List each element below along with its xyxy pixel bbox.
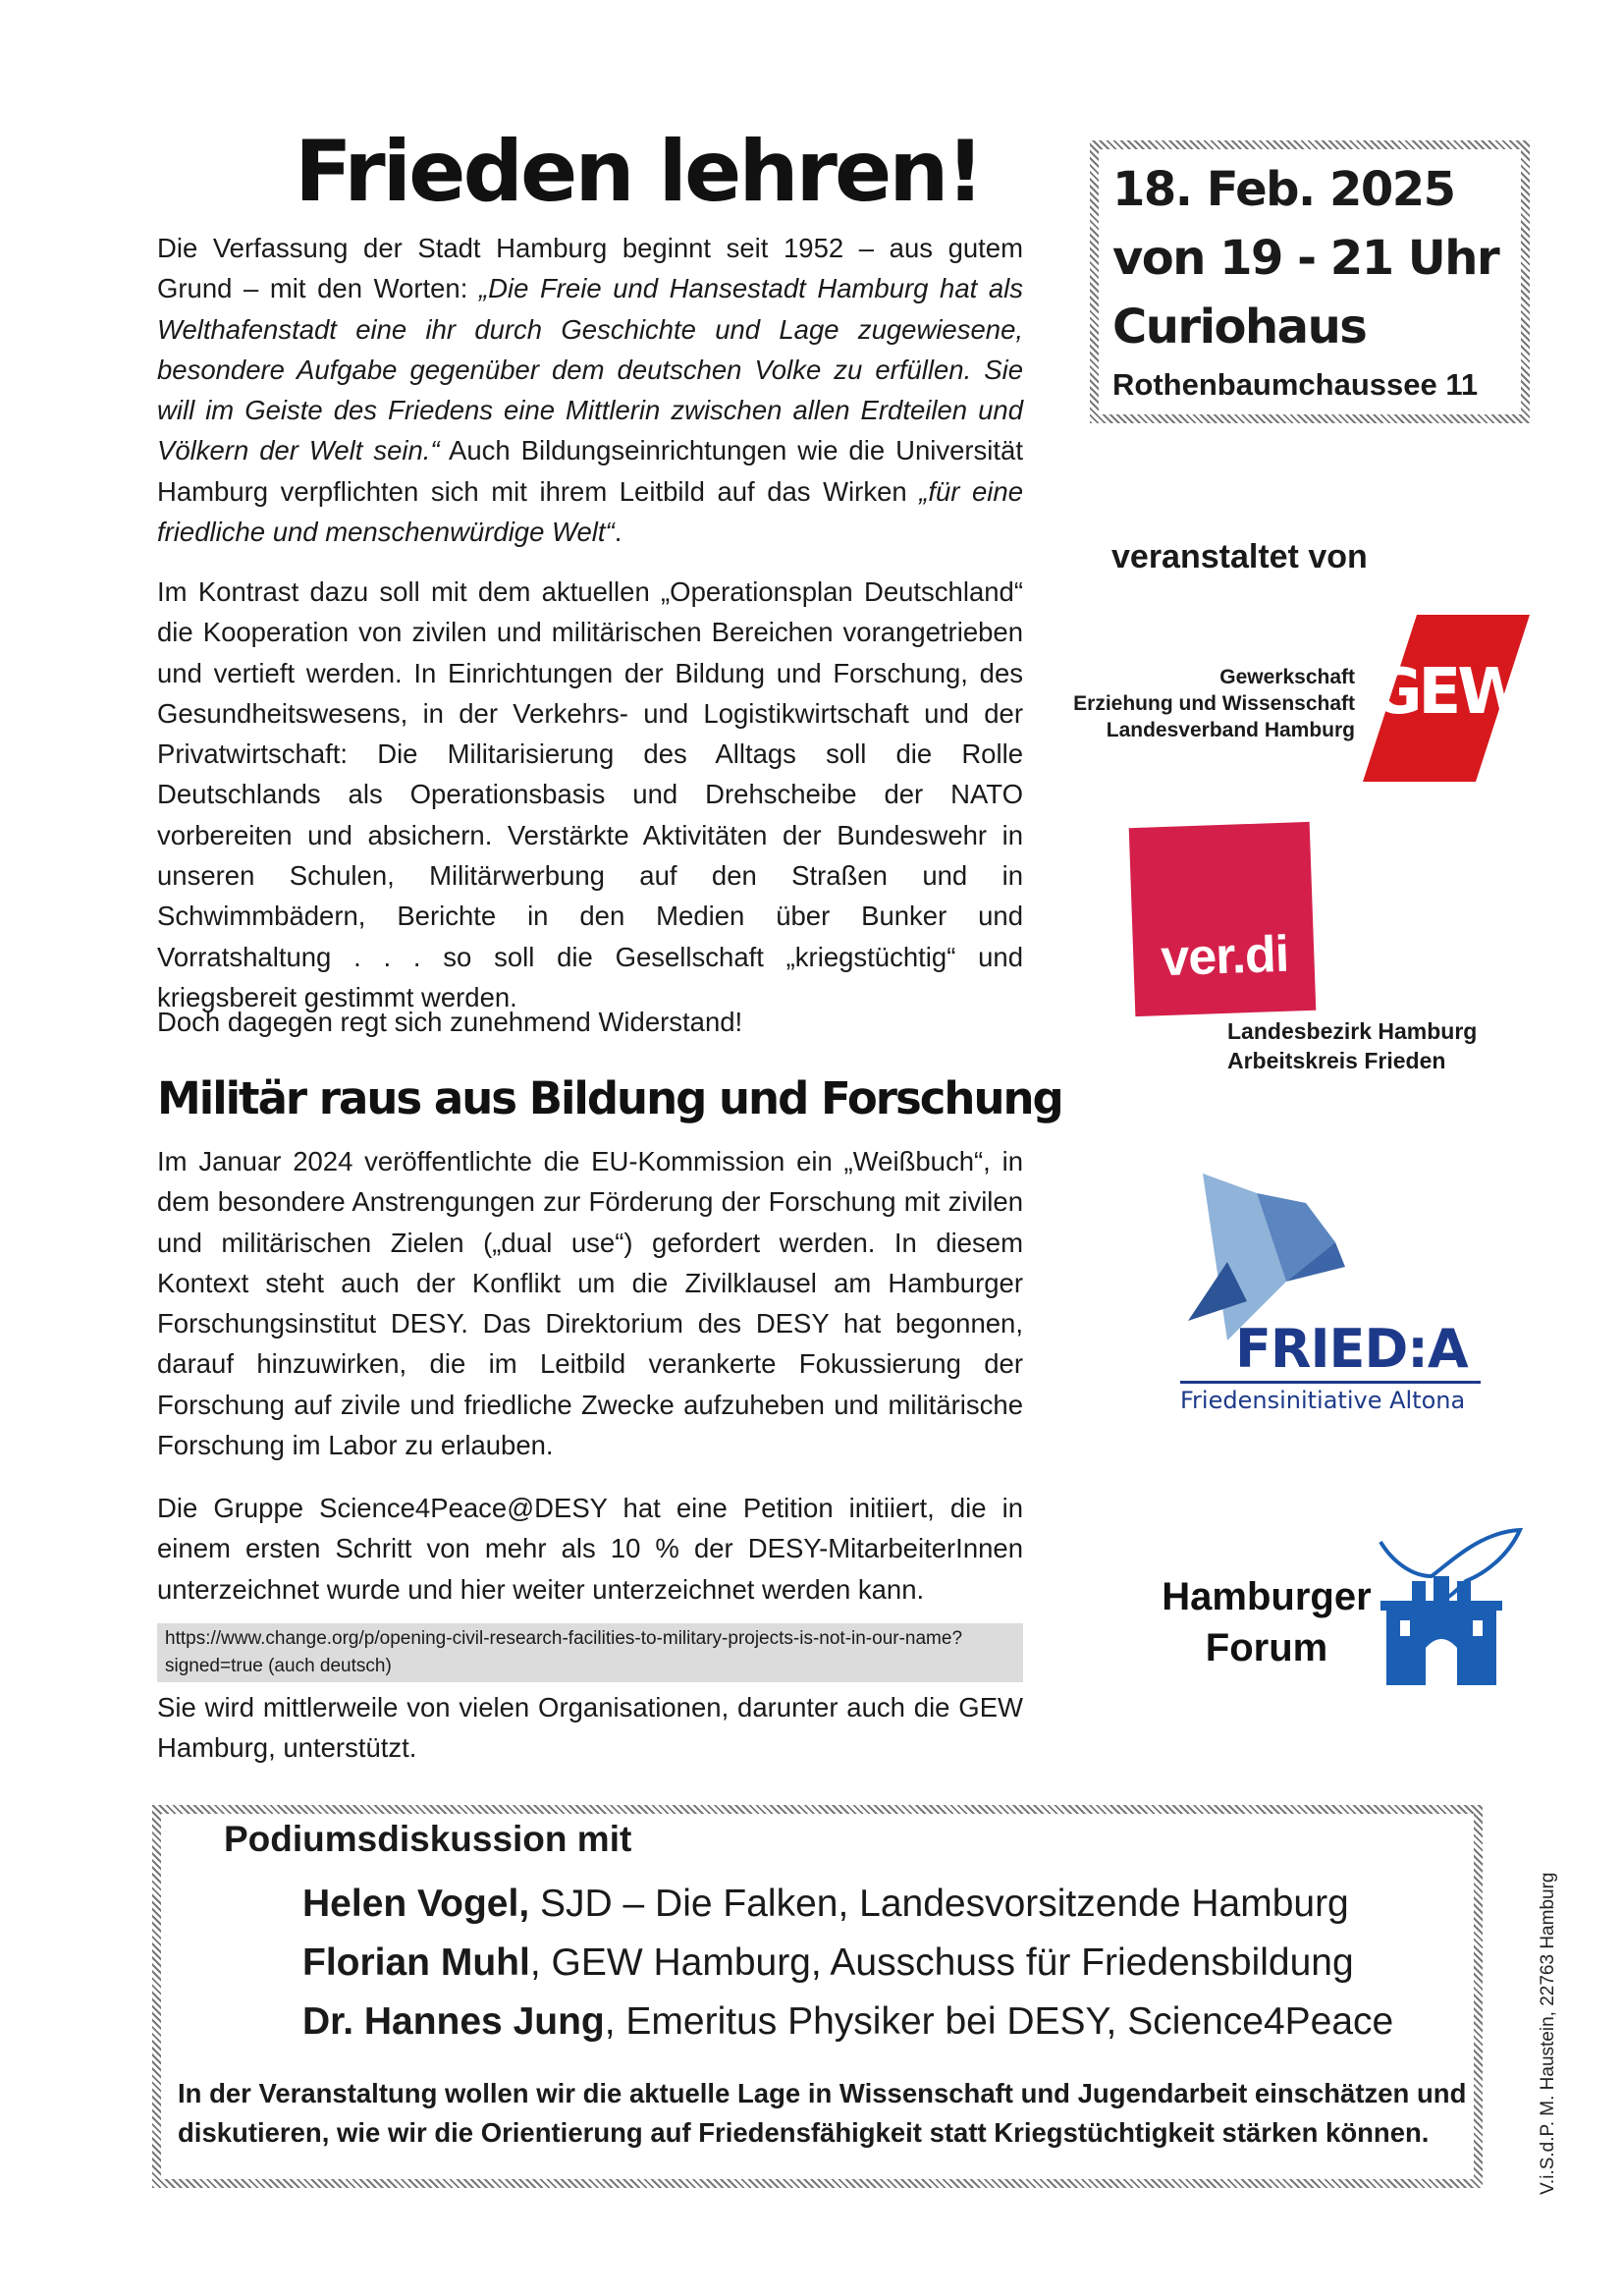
text-span: . [614, 517, 622, 548]
section-paragraph-2 [157, 1488, 1023, 1610]
text-span: Auch Bildungseinrichtungen wie die Universität Hamburg verpflichten sich mit ihrem Leitbild auf das Wirken [157, 435, 1023, 507]
speaker-3 [302, 2000, 1393, 2044]
panel-title: Podiumsdiskussion mit [224, 1819, 632, 1859]
frieda-divider [1180, 1381, 1481, 1384]
speaker-name: Dr. Hannes Jung [302, 2000, 605, 2043]
panel-description: In der Veranstaltung wollen wir die aktuelle Lage in Wissenschaft und Jugendarbeit einschätzen und diskutieren, wie wir die Orientierung auf Friedensfähigkeit statt Kriegstüchtigkeit stärken können. [178, 2078, 1467, 2148]
paragraph-text: Im Kontrast dazu soll mit dem aktuellen „Operationsplan Deutschland“ die Kooperation von zivilen und militärischen Bereichen vorangetrieben und vertieft werden. In Einrichtungen der Bildung und Forschung, des Gesundheitswesens, in der Verkehrs- und Logistikwirtschaft und der Privatwirtschaft: Die Militarisierung des Alltags soll die Rolle Deutschlands als Operationsbasis und Drehscheibe der NATO vorbereiten und absichern. Verstärkte Aktivitäten der Bundeswehr in unseren Schulen, Militärwerbung auf den Straßen und in Schwimmbädern, Berichte in den Medien über Bunker und Vorratshaltung . . . so soll die Gesellschaft „kriegstüchtig“ und kriegsbereit gestimmt werden. [157, 576, 1023, 1012]
imprint: V.i.S.d.P. M. Haustein, 22763 Hamburg [1538, 1872, 1558, 2195]
text-span: Die Verfassung der Stadt Hamburg beginnt seit 1952 – aus gutem Grund – mit den Worten: [157, 233, 1023, 304]
event-date: 18. Feb. 2025 [1112, 162, 1455, 217]
paragraph-text: Doch dagegen regt sich zunehmend Widerstand! [157, 1007, 743, 1037]
speaker-name: Helen Vogel, [302, 1883, 530, 1925]
speaker-role: , Emeritus Physiker bei DESY, Science4Peace [604, 2000, 1394, 2043]
speaker-name: Florian Muhl [302, 1941, 530, 1984]
petition-url[interactable]: https://www.change.org/p/opening-civil-research-facilities-to-military-projects-is-not-in-our-name?signed=true (auch deutsch) [157, 1623, 1023, 1682]
frieda-subtitle: Friedensinitiative Altona [1180, 1387, 1466, 1414]
intro-paragraph-2 [157, 572, 1023, 1017]
hamburger-forum-text [1149, 1571, 1384, 1673]
paragraph-text: Im Januar 2024 veröffentlichte die EU-Kommission ein „Weißbuch“, in dem besondere Anstrengungen zur Förderung der Forschung mit zivilen und militärischen Zielen („dual use“) gefordert werden. In diesem Kontext steht auch der Konflikt um die Zivilklausel am Hamburger Forschungsinstitut DESY. Das Direktorium des DESY hat begonnen, darauf hinzuwirken, die im Leitbild verankerte Fokussierung der Forschung auf zivile und friedliche Zwecke aufzuheben und militärische Forschung im Labor zu erlauben. [157, 1146, 1023, 1461]
gew-logo-text: GEW [1371, 656, 1523, 729]
event-address: Rothenbaumchaussee 11 [1112, 367, 1479, 402]
gew-logo-icon [1363, 615, 1530, 782]
constitution-quote: „Die Freie und Hansestadt Hamburg hat als Welthafenstadt eine ihr durch Geschichte und Lage zugewiesene, besondere Aufgabe gegenüber dem deutschen Volke zu erfüllen. Sie will im Geiste des Friedens eine Mittlerin zwischen allen Erdteilen und Völkern der Welt sein.“ [157, 273, 1023, 466]
page-title: Frieden lehren! [295, 123, 982, 221]
speaker-role: SJD – Die Falken, Landesvorsitzende Hamburg [529, 1883, 1349, 1925]
intro-paragraph-3 [157, 1002, 1023, 1042]
gew-line-1: Gewerkschaft [1219, 666, 1355, 688]
verdi-logo-icon [1129, 822, 1317, 1016]
event-venue: Curiohaus [1112, 300, 1367, 355]
event-time: von 19 - 21 Uhr [1112, 231, 1499, 286]
frieda-logo-text: FRIED:A [1235, 1318, 1468, 1380]
forum-line-2: Forum [1205, 1626, 1328, 1669]
section-paragraph-1 [157, 1141, 1023, 1465]
section-heading: Militär raus aus Bildung und Forschung [157, 1072, 1062, 1124]
intro-paragraph-1 [157, 228, 1023, 552]
speaker-2 [302, 1941, 1354, 1985]
organisers-label: veranstaltet von [1111, 538, 1368, 575]
dove-castle-icon [1373, 1522, 1530, 1694]
gew-line-2: Erziehung und Wissenschaft [1073, 692, 1355, 715]
paragraph-text: Die Gruppe Science4Peace@DESY hat eine Petition initiiert, die in einem ersten Schritt von mehr als 10 % der DESY-MitarbeiterInnen unterzeichnet wurde und hier weiter unterzeichnet werden kann. [157, 1493, 1023, 1605]
dove-origami-icon [1188, 1174, 1345, 1340]
event-info-box [1090, 140, 1530, 423]
gew-line-3: Landesverband Hamburg [1106, 719, 1355, 741]
paragraph-text: Sie wird mittlerweile von vielen Organisationen, darunter auch die GEW Hamburg, unterstützt. [157, 1692, 1023, 1764]
verdi-line-1: Landesbezirk Hamburg [1227, 1018, 1478, 1044]
section-paragraph-3 [157, 1687, 1023, 1769]
speaker-role: , GEW Hamburg, Ausschuss für Friedensbildung [529, 1941, 1354, 1984]
forum-line-1: Hamburger [1162, 1575, 1372, 1618]
verdi-logo-text: ver.di [1160, 925, 1290, 988]
gew-text [1041, 664, 1355, 743]
speaker-1 [302, 1883, 1349, 1926]
verdi-text [1227, 1016, 1477, 1075]
verdi-line-2: Arbeitskreis Frieden [1227, 1048, 1446, 1073]
mission-quote: „für eine friedliche und menschenwürdige Welt“ [157, 475, 1024, 548]
